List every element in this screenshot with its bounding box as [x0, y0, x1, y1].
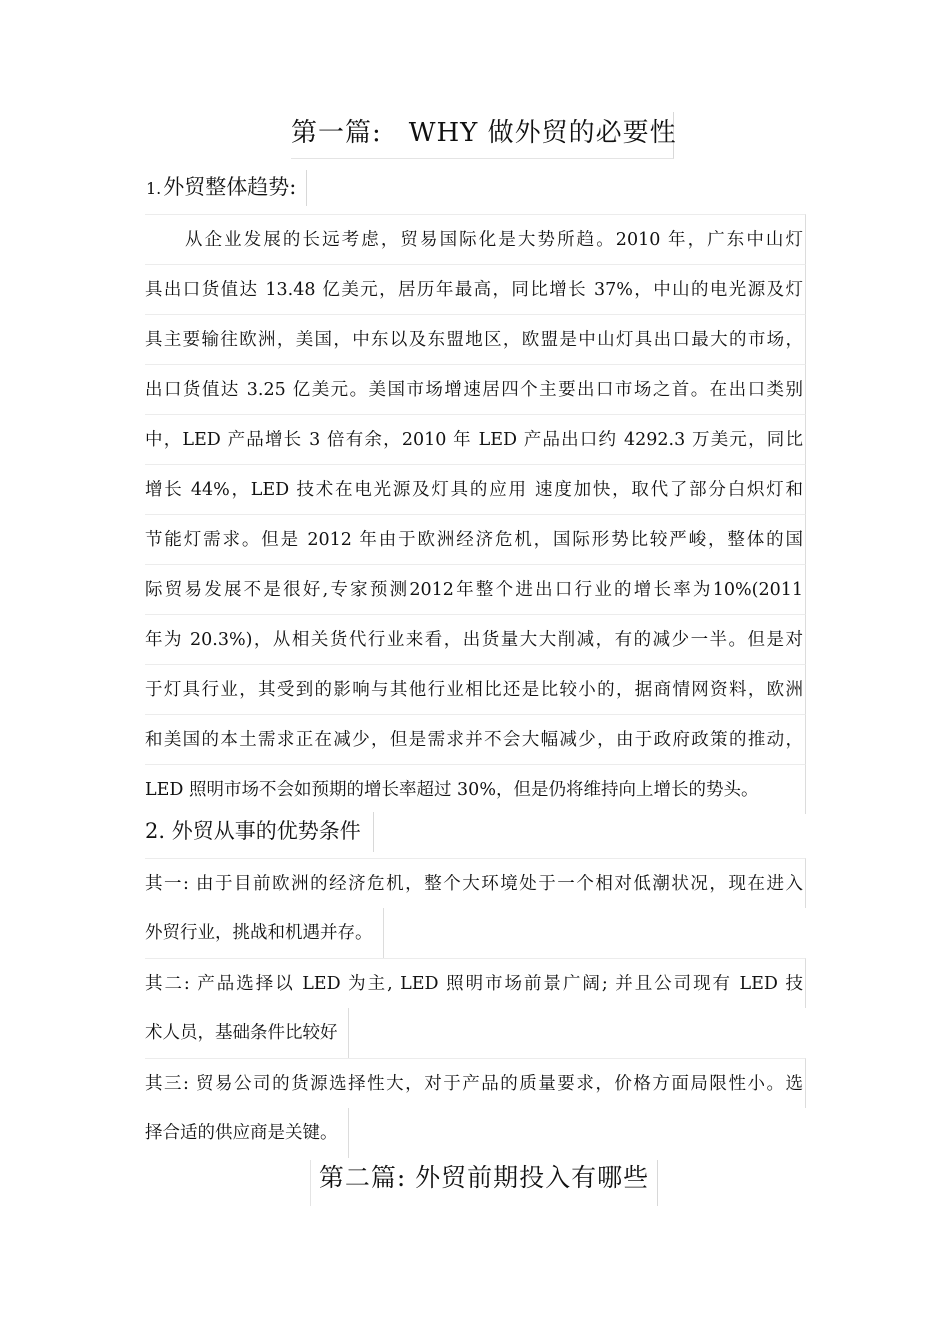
section-1-heading-text: 外贸整体趋势:: [163, 170, 307, 206]
paragraph-line: 于灯具行业，其受到的影响与其他行业相比还是比较小的，据商情网资料，欧洲: [145, 664, 806, 714]
section-2-list: [145, 858, 806, 1158]
section-2-heading: 2. 外贸从事的优势条件: [145, 812, 374, 852]
advantage-item-line: 其一: 由于目前欧洲的经济危机，整个大环境处于一个相对低潮状况，现在进入: [145, 858, 806, 908]
advantage-item-line: 术人员，基础条件比较好: [145, 1008, 349, 1058]
advantage-item-3: [145, 1058, 806, 1158]
advantage-item-line: 其三: 贸易公司的货源选择性大，对于产品的质量要求，价格方面局限性小。选: [145, 1058, 806, 1108]
advantage-item-line: 其二: 产品选择以 LED 为主, LED 照明市场前景广阔; 并且公司现有 LED 技: [145, 958, 806, 1008]
section-1-paragraph: [145, 214, 806, 814]
paragraph-line: 节能灯需求。但是 2012 年由于欧洲经济危机，国际形势比较严峻，整体的国: [145, 514, 806, 564]
paragraph-line: 和美国的本土需求正在减少，但是需求并不会大幅减少，由于政府政策的推动，: [145, 714, 806, 764]
advantage-item-line: 择合适的供应商是关键。: [145, 1108, 349, 1158]
paragraph-line: 中，LED 产品增长 3 倍有余，2010 年 LED 产品出口约 4292.3 万美元，同比: [145, 414, 806, 464]
section-1-heading: [146, 170, 307, 206]
paragraph-line: 具出口货值达 13.48 亿美元，居历年最高，同比增长 37%，中山的电光源及灯: [145, 264, 806, 314]
paragraph-line: 年为 20.3%)，从相关货代行业来看，出货量大大削减，有的减少一半。但是对: [145, 614, 806, 664]
paragraph-line: 出口货值达 3.25 亿美元。美国市场增速居四个主要出口市场之首。在出口类别: [145, 364, 806, 414]
paragraph-line: 具主要输往欧洲，美国，中东以及东盟地区，欧盟是中山灯具出口最大的市场，: [145, 314, 806, 364]
advantage-item-2: [145, 958, 806, 1058]
chapter-title-1: 第一篇: WHY 做外贸的必要性: [291, 112, 674, 159]
paragraph-line: 从企业发展的长远考虑，贸易国际化是大势所趋。2010 年，广东中山灯: [145, 214, 806, 264]
advantage-item-line: 外贸行业，挑战和机遇并存。: [145, 908, 384, 958]
section-1-number: 1.: [146, 179, 162, 198]
paragraph-line: LED 照明市场不会如预期的增长率超过 30%，但是仍将维持向上增长的势头。: [145, 764, 806, 814]
paragraph-line: 际贸易发展不是很好,专家预测2012年整个进出口行业的增长率为10%(2011: [145, 564, 806, 614]
advantage-item-1: [145, 858, 806, 958]
chapter-title-2: 第二篇: 外贸前期投入有哪些: [310, 1160, 658, 1206]
paragraph-line: 增长 44%，LED 技术在电光源及灯具的应用 速度加快，取代了部分白炽灯和: [145, 464, 806, 514]
